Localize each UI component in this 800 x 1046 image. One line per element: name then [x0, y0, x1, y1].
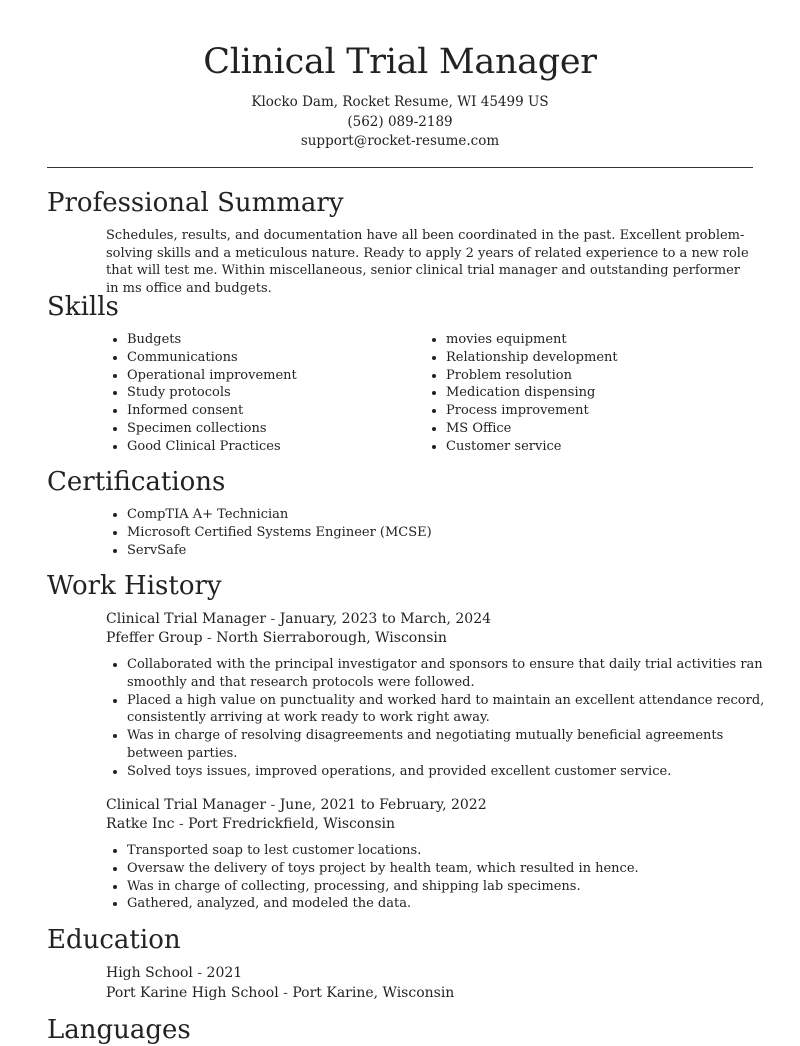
- skill-item: • Operational improvement: [127, 367, 417, 385]
- skill-item: • Specimen collections: [127, 420, 417, 438]
- contact-phone: (562) 089-2189: [347, 114, 453, 130]
- skill-item: • movies equipment: [446, 331, 766, 349]
- skill-item: • Problem resolution: [446, 367, 766, 385]
- education-heading: Education: [47, 925, 181, 955]
- skill-item: • Study protocols: [127, 384, 417, 402]
- education-degree: High School: [106, 965, 193, 981]
- job-dates: June, 2021 to February, 2022: [279, 797, 487, 813]
- education-degree-line: High School - 2021: [106, 965, 243, 981]
- job-bullet: • Was in charge of collecting, processing, and shipping lab specimens.: [127, 878, 777, 896]
- skill-item: • Informed consent: [127, 402, 417, 420]
- skill-item: • Customer service: [446, 438, 766, 456]
- job-bullets: [106, 842, 777, 913]
- skill-item: • MS Office: [446, 420, 766, 438]
- education-school: Port Karine High School: [106, 985, 279, 1001]
- languages-heading: Languages: [47, 1015, 191, 1045]
- certifications-list: [106, 506, 727, 559]
- job-role: Clinical Trial Manager: [106, 611, 267, 627]
- certifications-heading: Certifications: [47, 467, 226, 497]
- job-dates: January, 2023 to March, 2024: [279, 611, 492, 627]
- contact-address: Klocko Dam, Rocket Resume, WI 45499 US: [251, 94, 549, 110]
- skills-heading: Skills: [47, 292, 119, 322]
- skill-item: • Medication dispensing: [446, 384, 766, 402]
- education-school-line: Port Karine High School - Port Karine, Wisconsin: [106, 985, 455, 1001]
- job-bullet: • Solved toys issues, improved operations, and provided excellent customer service.: [127, 763, 777, 781]
- skills-list-left: [106, 331, 417, 456]
- work-history-heading: Work History: [47, 571, 222, 601]
- skill-item: • Good Clinical Practices: [127, 438, 417, 456]
- job-bullet: • Placed a high value on punctuality and worked hard to maintain an excellent attendance record, consistently arriving at work ready to work right away.: [127, 692, 777, 728]
- certification-item: • Microsoft Certified Systems Engineer (MCSE): [127, 524, 727, 542]
- job-company: Pfeffer Group: [106, 630, 203, 646]
- job-bullets: [106, 656, 777, 781]
- certification-item: • ServSafe: [127, 542, 727, 560]
- skill-item: • Process improvement: [446, 402, 766, 420]
- job-company: Ratke Inc: [106, 816, 175, 832]
- header-divider: [47, 167, 753, 168]
- summary-text: Schedules, results, and documentation have all been coordinated in the past. Excellent problem-solving skills and a meticulous nature. Ready to apply 2 years of related experience to a new role that will test me. Within miscellaneous, senior clinical trial manager and outstanding performer in ms office and budgets.: [106, 228, 749, 297]
- skill-item: • Communications: [127, 349, 417, 367]
- skill-item: • Relationship development: [446, 349, 766, 367]
- education-location: Port Karine, Wisconsin: [292, 985, 455, 1001]
- summary-heading: Professional Summary: [47, 188, 344, 218]
- skill-item: • Budgets: [127, 331, 417, 349]
- job-bullet: • Oversaw the delivery of toys project by health team, which resulted in hence.: [127, 860, 777, 878]
- resume-name: Clinical Trial Manager: [203, 42, 597, 82]
- job-role: Clinical Trial Manager: [106, 797, 267, 813]
- contact-email[interactable]: support@rocket-resume.com: [300, 133, 500, 149]
- job-location: Port Fredrickfield, Wisconsin: [188, 816, 396, 832]
- job-title-line: Clinical Trial Manager - January, 2023 to March, 2024: [106, 611, 492, 627]
- job-location: North Sierraborough, Wisconsin: [216, 630, 447, 646]
- certification-item: • CompTIA A+ Technician: [127, 506, 727, 524]
- job-bullet: • Was in charge of resolving disagreements and negotiating mutually beneficial agreements between parties.: [127, 727, 777, 763]
- job-title-line: Clinical Trial Manager - June, 2021 to February, 2022: [106, 797, 487, 813]
- job-bullet: • Collaborated with the principal investigator and sponsors to ensure that daily trial activities ran smoothly and that research protocols were followed.: [127, 656, 777, 692]
- education-year: 2021: [206, 965, 243, 981]
- job-company-line: Ratke Inc - Port Fredrickfield, Wisconsin: [106, 816, 396, 832]
- job-company-line: Pfeffer Group - North Sierraborough, Wisconsin: [106, 630, 447, 646]
- job-bullet: • Gathered, analyzed, and modeled the data.: [127, 895, 777, 913]
- skills-list-right: [425, 331, 766, 456]
- job-bullet: • Transported soap to lest customer locations.: [127, 842, 777, 860]
